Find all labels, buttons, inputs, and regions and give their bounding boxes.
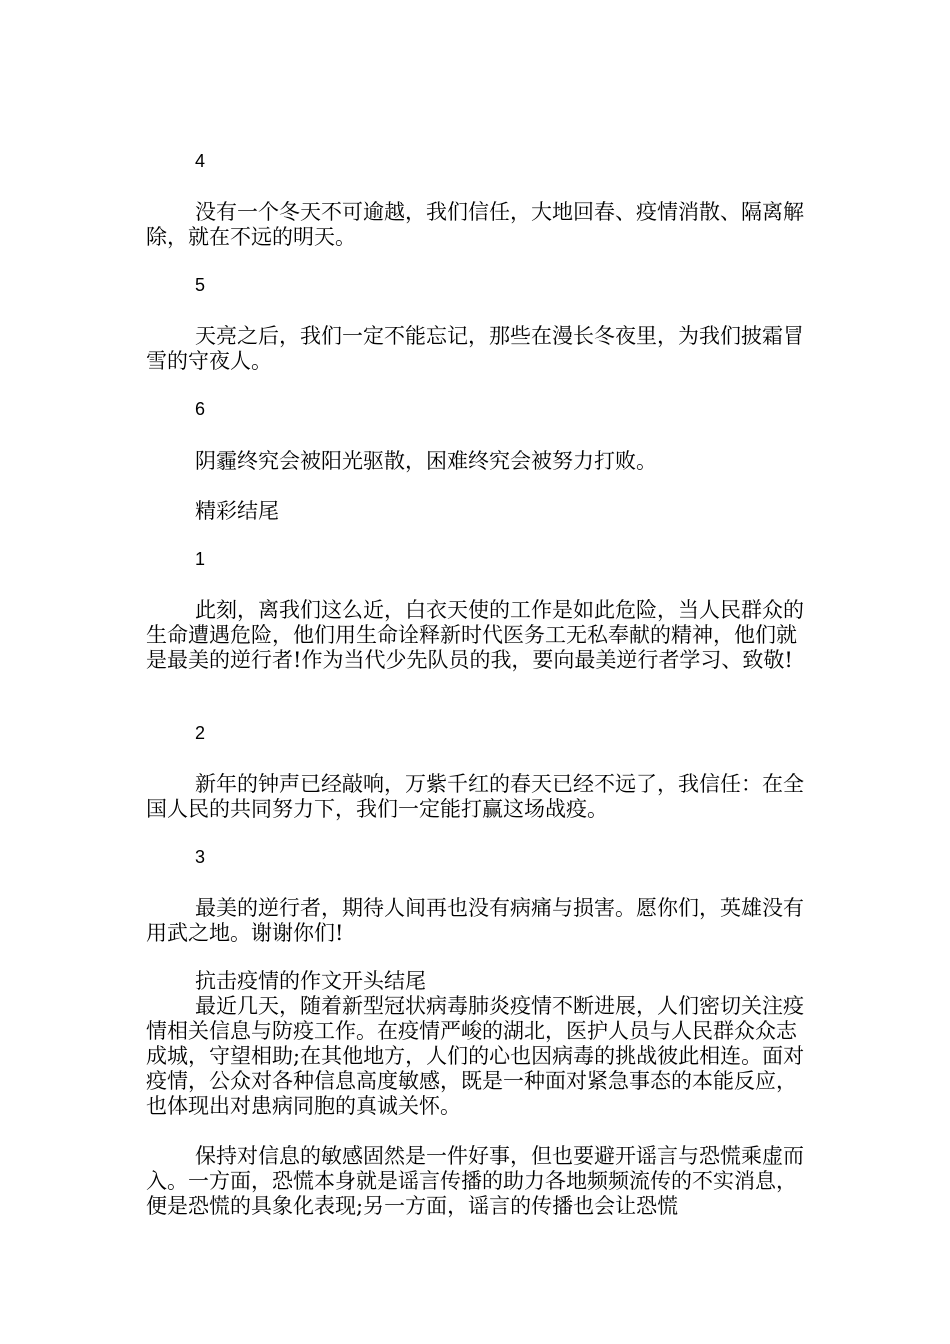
paragraph: 天亮之后，我们一定不能忘记，那些在漫长冬夜里，为我们披霜冒雪的守夜人。 — [146, 324, 804, 373]
paragraph: 新年的钟声已经敲响，万紫千红的春天已经不远了，我信任：在全国人民的共同努力下，我们一定能打赢这场战疫。 — [146, 772, 804, 821]
paragraph: 保持对信息的敏感固然是一件好事，但也要避开谣言与恐慌乘虚而入。一方面，恐慌本身就是谣言传播的助力各地频频流传的不实消息，便是恐慌的具象化表现;另一方面，谣言的传播也会让恐慌 — [146, 1144, 804, 1218]
item-number: 4 — [195, 151, 206, 171]
paragraph: 阴霾终究会被阳光驱散，困难终究会被努力打败。 — [195, 449, 657, 473]
item-number: 2 — [195, 723, 206, 743]
essay-title: 抗击疫情的作文开头结尾 — [195, 969, 426, 993]
paragraph: 此刻，离我们这么近，白衣天使的工作是如此危险，当人民群众的生命遭遇危险，他们用生命诠释新时代医务工无私奉献的精神，他们就是最美的逆行者!作为当代少先队员的我，要向最美逆行者学习、致敬! — [146, 598, 804, 672]
paragraph: 最美的逆行者，期待人间再也没有病痛与损害。愿你们，英雄没有用武之地。谢谢你们! — [146, 896, 804, 945]
item-number: 5 — [195, 275, 206, 295]
item-number: 1 — [195, 549, 206, 569]
section-heading: 精彩结尾 — [195, 499, 279, 523]
item-number: 6 — [195, 399, 206, 419]
paragraph: 最近几天，随着新型冠状病毒肺炎疫情不断进展，人们密切关注疫情相关信息与防疫工作。在疫情严峻的湖北，医护人员与人民群众众志成城，守望相助;在其他地方，人们的心也因病毒的挑战彼此相连。面对疫情，公众对各种信息高度敏感，既是一种面对紧急事态的本能反应，也体现出对患病同胞的真诚关怀。 — [146, 994, 805, 1118]
paragraph: 没有一个冬天不可逾越，我们信任，大地回春、疫情消散、隔离解除，就在不远的明天。 — [146, 200, 804, 249]
item-number: 3 — [195, 847, 206, 867]
